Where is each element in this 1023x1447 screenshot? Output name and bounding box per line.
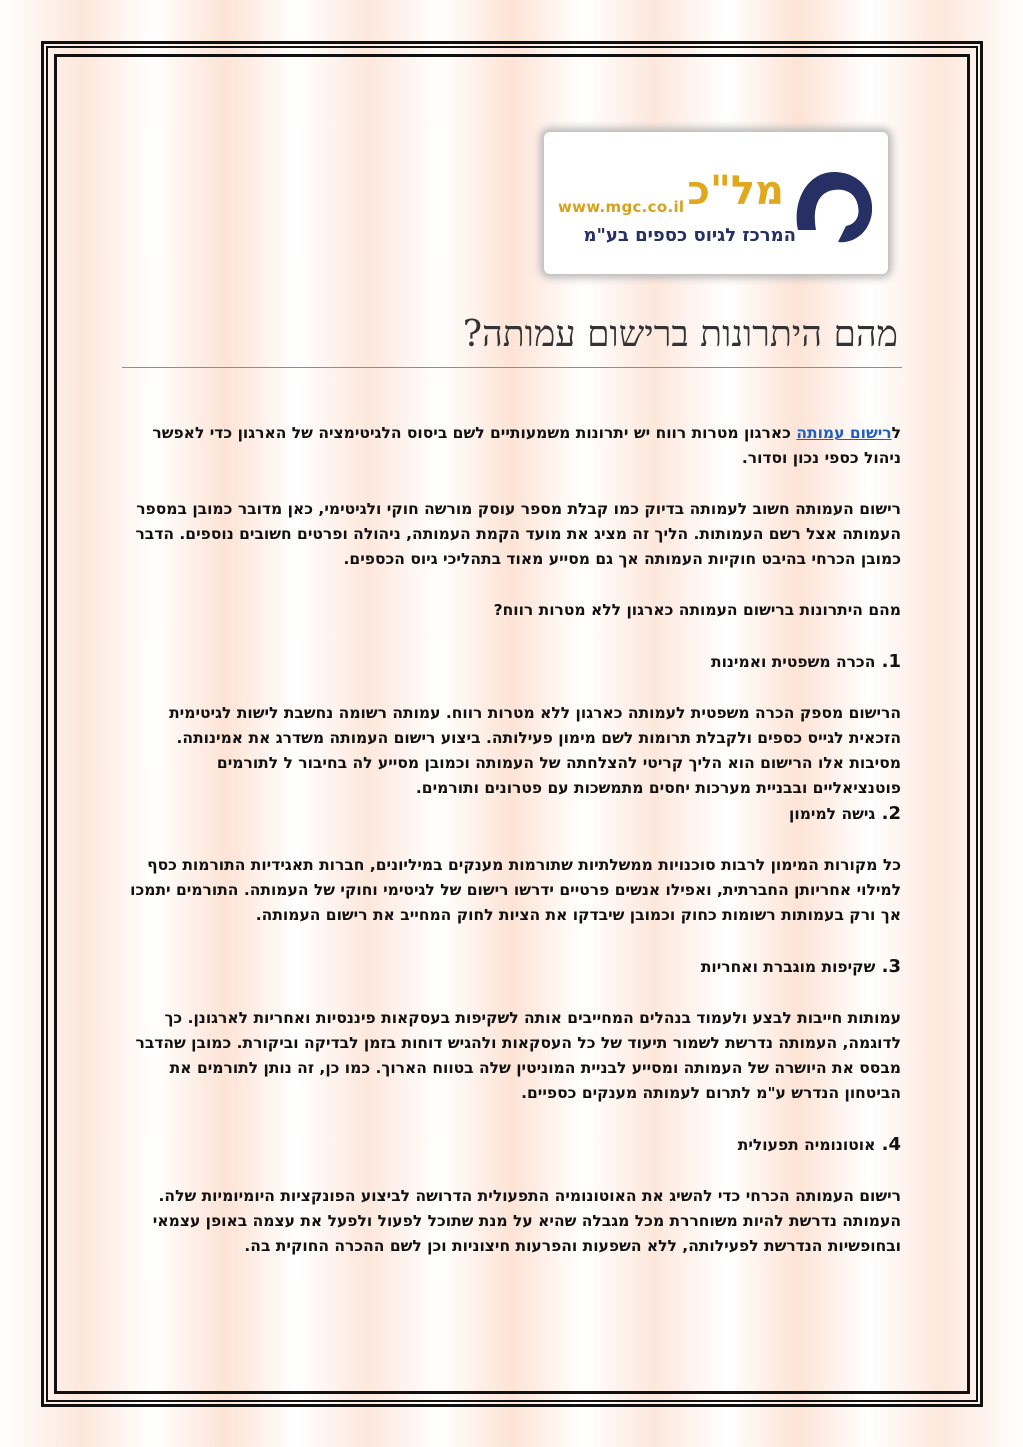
section-body-legal: הרישום מספק הכרה משפטית לעמותה כארגון ללא מטרות רווח. עמותה רשומה נחשבת לישות לגיטימית הזכאית לגייס כספים ולקבלת תרומות לשם מימון פעילותה. ביצוע רישום העמותה משדרג את אמינותה. מסיבות אלו הרישום הוא הליך קריטי להצלחתה של העמותה וכמובן מסייע לה בחיבור ל לתורמים פוטנציאליים ובבניית מערכות יחסים מתמשכות עם פטרונים ותורמים.	[169, 704, 901, 797]
registration-paragraph: רישום העמותה חשוב לעמותה בדיוק כמו קבלת מספר עוסק מורשה חוקי ולגיטימי, כאן מדובר כמובן במספר העמותה אצל רשם העמותות. הליך זה מציג את מועד הקמת העמותה, ניהולה ופרטים חשובים נוספים. הדבר כמובן הכרחי בהיבט חוקיות העמותה אך גם מסייע מאוד בתהליכי גיוס הכספים.	[135, 500, 901, 568]
intro-prefix: ל	[891, 424, 901, 442]
page-title: מהם היתרונות ברישום עמותה?	[462, 314, 898, 355]
logo-mark-icon	[788, 160, 880, 252]
intro-paragraph	[126, 421, 901, 471]
section-body-funding: כל מקורות המימון לרבות סוכנויות ממשלתיות שתורמות מענקים במיליונים, חברות תאגידיות התורמות כסף למילוי אחריותן החברתית, ואפילו אנשים פרטיים ידרשו רישום של לגיטימי וחוקי של העמותה. התורמים יתמכו אך ורק בעמותות רשומות כחוק וכמובן שיבדקו את הציות לחוק המחייב את רישום העמותה.	[130, 856, 901, 924]
logo-name: מל"כ	[687, 168, 784, 214]
company-logo	[544, 132, 888, 274]
section-number: 1	[888, 651, 901, 672]
section-heading-funding: 2. גישה למימון	[789, 803, 901, 824]
section-body-transparency: עמותות חייבות לבצע ולעמוד בנהלים המחייבים אותה לשקיפות בעסקאות פיננסיות ואחריות לארגונן. כך לדוגמה, העמותה נדרשת לשמור תיעוד של כל העסקאות ולהגיש דוחות בזמן לבדיקה וביקורת. כמובן שהדבר מבסס את היושרה של העמותה ומסייע לבניית המוניטין שלה בטווח הארוך. כמו כן, זה נותן לתורמים את הביטחון הנדרש ע"מ לתרום לעמותה מענקים כספיים.	[135, 1009, 901, 1102]
article-body	[126, 421, 901, 1259]
section-body-autonomy: רישום העמותה הכרחי כדי להשיג את האוטונומיה התפעולית הדרושה לביצוע הפונקציות היומיומיות שלה. העמותה נדרשת להיות משוחררת מכל מגבלה שהיא על מנת שתוכל לפעול ולפעל את עצמה באופן עצמאי ובחופשיות הנדרשת לפעילותה, ללא השפעות והפרעות חיצוניות וכן לשם ההכרה החוקית בה.	[152, 1187, 901, 1255]
advantages-question: מהם היתרונות ברישום העמותה כארגון ללא מטרות רווח?	[493, 601, 901, 619]
section-heading-autonomy: 4. אוטונומיה תפעולית	[737, 1134, 901, 1155]
section-heading-text: הכרה משפטית ואמינות	[710, 653, 876, 671]
section-number: 3	[888, 956, 901, 977]
intro-text: כארגון מטרות רווח יש יתרונות משמעותיים לשם ביסוס הלגיטימציה של הארגון כדי לאפשר ניהול כספי נכון וסדור.	[152, 424, 901, 467]
section-heading-text: גישה למימון	[789, 805, 876, 823]
section-number: 2	[888, 803, 901, 824]
section-heading-text: אוטונומיה תפעולית	[737, 1136, 876, 1154]
section-number: 4	[888, 1134, 901, 1155]
section-heading-transparency: 3. שקיפות מוגברת ואחריות	[700, 956, 901, 977]
logo-url: www.mgc.co.il	[558, 198, 685, 216]
title-divider	[122, 367, 902, 368]
logo-subtitle: המרכז לגיוס כספים בע"מ	[583, 225, 796, 246]
registration-link[interactable]: רישום עמותה	[796, 424, 892, 442]
section-heading-text: שקיפות מוגברת ואחריות	[700, 958, 876, 976]
section-heading-legal: 1. הכרה משפטית ואמינות	[710, 651, 901, 672]
